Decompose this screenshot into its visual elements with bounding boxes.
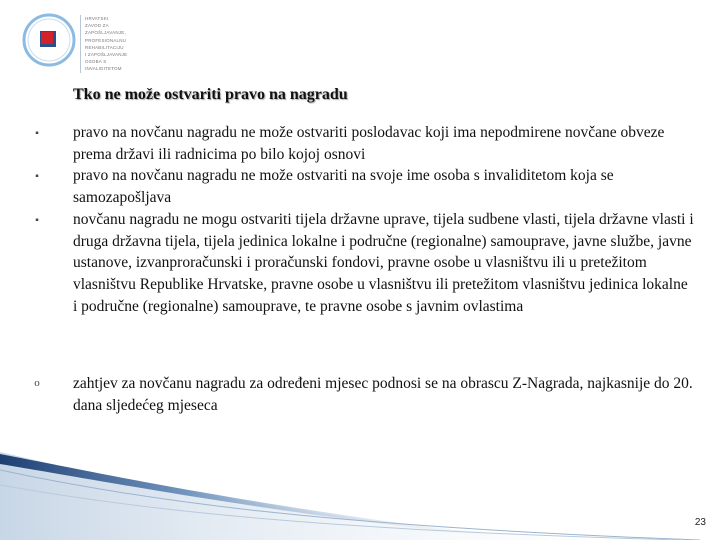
circle-bullet-icon: o xyxy=(34,377,40,389)
square-bullet-icon: ▪ xyxy=(35,214,39,226)
logo-line: INVALIDITETOM xyxy=(85,66,122,72)
bullet-text: pravo na novčanu nagradu ne može ostvariti poslodavac koji ima nepodmirene novčane obveze prema državi ili radnicima po bilo kojoj osnovi xyxy=(73,124,665,163)
logo-line: PROFESIONALNU xyxy=(85,37,127,43)
sub-bullet-list xyxy=(30,373,695,416)
bullet-text: zahtjev za novčanu nagradu za određeni mjesec podnosi se na obrascu Z-Nagrada, najkasnije do 20. dana sljedećeg mjeseca xyxy=(73,375,693,414)
slide-title: Tko ne može ostvariti pravo na nagradu xyxy=(73,86,348,103)
square-bullet-icon: ▪ xyxy=(35,171,39,183)
logo-line: I ZAPOŠLJAVANJE xyxy=(85,52,128,58)
logo-line: ZAPOŠLJAVANJE, xyxy=(85,30,126,36)
bullet-text: pravo na novčanu nagradu ne može ostvariti na svoje ime osoba s invaliditetom koja se samozapošljava xyxy=(73,167,614,207)
logo-line: OSOBA S xyxy=(85,59,107,65)
square-bullet-icon: ▪ xyxy=(35,128,39,139)
page-number: 23 xyxy=(694,517,706,528)
bullet-list xyxy=(30,122,695,317)
list-item xyxy=(30,209,695,318)
list-item xyxy=(30,165,695,208)
list-item xyxy=(30,122,695,165)
footer-swoosh-decoration xyxy=(0,430,720,540)
logo-text xyxy=(80,15,155,73)
logo-line: REHABILITACIJU xyxy=(85,44,124,50)
bullet-text: novčanu nagradu ne mogu ostvariti tijela državne uprave, tijela sudbene vlasti, tijela državne vlasti i druga državna tijela, tijela jedinica lokalne i područne (regionalne) samouprave, javne službe, javne ustanove, izvanproračunski i proračunski fondovi, pravne osobe u vlasništvu ili u pretežitom vlasništvu Republike Hrvatske, pravne osobe u vlasništvu ili pretežitom vlasništvu jedinica lokalne i područne (regionalne) samouprave, te pravne osobe s javnim ovlastima xyxy=(73,210,694,315)
list-item xyxy=(30,373,695,416)
logo-line: HRVATSKI xyxy=(85,16,109,21)
logo-line: ZAVOD ZA xyxy=(85,23,109,29)
institution-logo xyxy=(20,11,78,69)
